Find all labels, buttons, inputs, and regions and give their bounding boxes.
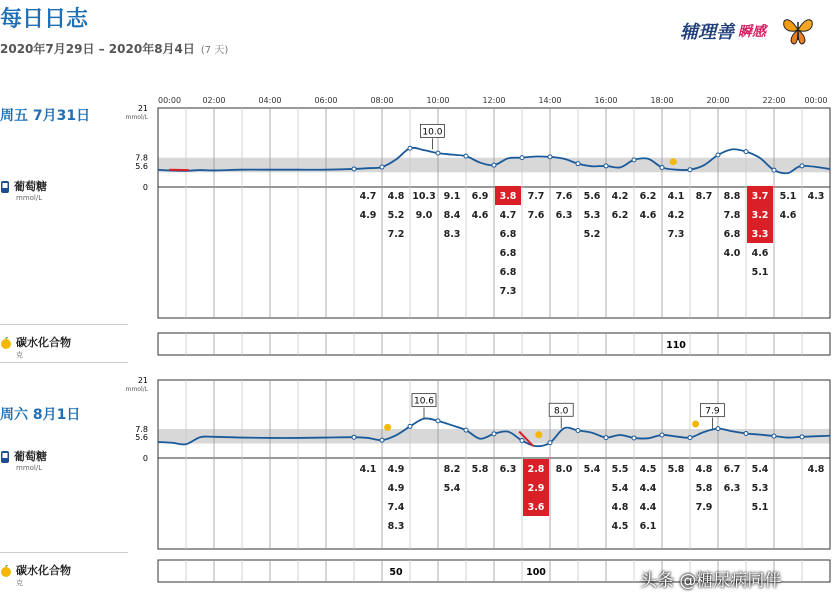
glucose-chart-2 (126, 376, 830, 549)
reading-value: 8.3 (387, 521, 405, 532)
scan-point (604, 436, 608, 440)
reading-value: 7.4 (387, 502, 405, 513)
scan-point (492, 432, 496, 436)
carb-value: 110 (666, 340, 686, 351)
reading-value: 4.6 (471, 210, 489, 221)
y-tick-label: 21 (137, 104, 148, 113)
glucose-label-text-1: 葡萄糖 (14, 180, 47, 193)
reading-value: 6.2 (639, 191, 657, 202)
carb-value: 100 (526, 567, 546, 578)
day-label-1: 周五 7月31日 (0, 108, 91, 124)
day-label-2: 周六 8月1日 (0, 407, 81, 423)
scan-point (548, 155, 552, 159)
y-axis-unit: mmol/L (125, 114, 148, 121)
reading-value: 4.9 (387, 464, 405, 475)
reading-value: 7.3 (667, 229, 685, 240)
reading-value: 2.8 (527, 464, 545, 475)
reading-value: 6.3 (499, 464, 517, 475)
y-axis-unit: mmol/L (125, 386, 148, 393)
reading-value: 6.8 (499, 229, 517, 240)
reading-value: 5.5 (611, 464, 629, 475)
reading-value: 3.6 (527, 502, 545, 513)
x-tick-label: 00:00 (158, 96, 182, 105)
reading-value: 6.3 (723, 483, 741, 494)
reading-value: 4.1 (359, 464, 377, 475)
brand-name-primary: 辅理善 (680, 22, 734, 43)
scan-point (408, 146, 412, 150)
reading-value: 8.0 (555, 464, 573, 475)
scan-point (352, 167, 356, 171)
x-tick-label: 22:00 (762, 96, 786, 105)
reading-value: 5.1 (751, 267, 769, 278)
carbs-label-text-1: 碳水化合物 (16, 336, 71, 349)
watermark: 头条 @糖尿病同伴 (640, 571, 782, 591)
carbs-label-text-2: 碳水化合物 (16, 564, 71, 577)
reading-value: 8.2 (443, 464, 461, 475)
reading-value: 5.1 (751, 502, 769, 513)
scan-point (520, 439, 524, 443)
reading-value: 8.4 (443, 210, 461, 221)
scan-point (772, 434, 776, 438)
x-tick-label: 00:00 (804, 96, 828, 105)
reading-value: 6.7 (723, 464, 741, 475)
reading-value: 4.5 (639, 464, 657, 475)
scan-point (436, 419, 440, 423)
scan-point (632, 158, 636, 162)
y-tick-label: 0 (142, 183, 148, 192)
carbs-unit-2: 克 (16, 579, 23, 587)
carbs-unit-1: 克 (16, 351, 23, 359)
scan-point (772, 168, 776, 172)
y-tick-label: 7.8 (135, 425, 148, 435)
day-count: (7 天) (200, 45, 229, 56)
scan-point (800, 435, 804, 439)
reading-value: 7.7 (527, 191, 545, 202)
scan-point (492, 163, 496, 167)
reading-value: 5.4 (583, 464, 601, 475)
y-tick-label: 0 (142, 454, 148, 463)
reading-value: 5.1 (779, 191, 797, 202)
peak-flag-value: 8.0 (554, 406, 569, 417)
reading-value: 5.2 (583, 229, 601, 240)
reading-value: 6.3 (555, 210, 573, 221)
carb-value: 50 (389, 567, 403, 578)
reading-value: 6.8 (499, 248, 517, 259)
glucose-label-text-2: 葡萄糖 (14, 450, 47, 463)
scan-point (688, 436, 692, 440)
reading-value: 6.2 (611, 210, 629, 221)
reading-value: 4.3 (807, 191, 825, 202)
glucose-unit-1: mmol/L (16, 194, 43, 202)
reading-value: 5.3 (751, 483, 769, 494)
x-tick-label: 16:00 (594, 96, 618, 105)
scan-point (408, 424, 412, 428)
reading-value: 10.3 (412, 191, 436, 202)
x-tick-label: 06:00 (314, 96, 338, 105)
x-tick-label: 08:00 (370, 96, 394, 105)
reading-value: 7.2 (387, 229, 405, 240)
reading-value: 5.3 (583, 210, 601, 221)
reading-value: 5.6 (583, 191, 601, 202)
x-tick-label: 20:00 (706, 96, 730, 105)
reading-value: 3.2 (751, 210, 769, 221)
x-tick-label: 18:00 (650, 96, 674, 105)
reading-value: 3.8 (499, 191, 517, 202)
scan-point (716, 153, 720, 157)
y-tick-label: 21 (137, 376, 148, 385)
reading-value: 5.2 (387, 210, 405, 221)
reading-value: 4.4 (639, 502, 657, 513)
scan-point (632, 436, 636, 440)
reading-value: 2.9 (527, 483, 545, 494)
scan-point (520, 156, 524, 160)
x-tick-label: 02:00 (202, 96, 226, 105)
reading-value: 8.3 (443, 229, 461, 240)
reading-value: 4.1 (667, 191, 685, 202)
reading-value: 4.7 (359, 191, 377, 202)
peak-flag-value: 10.0 (422, 127, 443, 138)
scan-point (576, 162, 580, 166)
reading-value: 4.8 (695, 464, 713, 475)
scan-point (744, 150, 748, 154)
scan-point (604, 164, 608, 168)
reading-value: 5.4 (611, 483, 629, 494)
scan-point (716, 427, 720, 431)
date-range-text: 2020年7月29日 – 2020年8月4日 (0, 42, 195, 56)
page-title: 每日日志 (0, 7, 89, 32)
scan-point (464, 428, 468, 432)
reading-value: 7.8 (723, 210, 741, 221)
reading-value: 4.4 (639, 483, 657, 494)
reading-value: 4.9 (359, 210, 377, 221)
reading-value: 4.8 (387, 191, 405, 202)
reading-value: 4.5 (611, 521, 629, 532)
reading-value: 8.8 (723, 191, 741, 202)
peak-flag-value: 10.6 (413, 396, 435, 407)
scan-point (464, 154, 468, 158)
reading-value: 4.8 (611, 502, 629, 513)
x-tick-label: 04:00 (258, 96, 282, 105)
reading-value: 6.9 (471, 191, 489, 202)
x-tick-label: 14:00 (538, 96, 562, 105)
scan-point (660, 433, 664, 437)
reading-value: 5.4 (443, 483, 461, 494)
reading-value: 4.2 (667, 210, 685, 221)
reading-value: 4.9 (387, 483, 405, 494)
meal-marker-icon (535, 431, 542, 438)
x-tick-label: 12:00 (482, 96, 506, 105)
reading-value: 9.1 (443, 191, 461, 202)
glucose-chart-1 (126, 96, 830, 318)
scan-point (380, 438, 384, 442)
reading-value: 4.6 (639, 210, 657, 221)
y-tick-label: 5.6 (135, 161, 148, 171)
reading-value: 6.1 (639, 521, 657, 532)
glucose-unit-2: mmol/L (16, 464, 43, 472)
reading-value: 5.8 (667, 464, 685, 475)
reading-value: 7.6 (527, 210, 545, 221)
reading-value: 4.6 (779, 210, 797, 221)
reading-value: 8.7 (695, 191, 713, 202)
reading-value: 9.0 (415, 210, 433, 221)
reading-value: 7.9 (695, 502, 713, 513)
reading-value: 5.8 (471, 464, 489, 475)
scan-point (660, 165, 664, 169)
reading-value: 4.7 (499, 210, 517, 221)
reading-value: 4.0 (723, 248, 741, 259)
y-tick-label: 5.6 (135, 433, 148, 443)
y-tick-label: 7.8 (135, 153, 148, 163)
reading-value: 5.8 (695, 483, 713, 494)
scan-point (576, 429, 580, 433)
scan-point (436, 151, 440, 155)
reading-value: 7.3 (499, 286, 517, 297)
reading-value: 4.8 (807, 464, 825, 475)
scan-point (548, 441, 552, 445)
scan-point (352, 435, 356, 439)
reading-value: 6.8 (499, 267, 517, 278)
reading-value: 5.4 (751, 464, 769, 475)
reading-value: 7.6 (555, 191, 573, 202)
reading-value: 6.8 (723, 229, 741, 240)
scan-point (380, 165, 384, 169)
reading-value: 3.7 (751, 191, 769, 202)
reading-value: 3.3 (751, 229, 769, 240)
scan-point (800, 164, 804, 168)
carbs-row-1 (158, 333, 830, 355)
x-tick-label: 10:00 (426, 96, 450, 105)
scan-point (688, 168, 692, 172)
meal-marker-icon (692, 421, 699, 428)
peak-flag-value: 7.9 (705, 406, 720, 417)
brand-name-secondary: 瞬感 (738, 24, 766, 40)
reading-value: 4.2 (611, 191, 629, 202)
meal-marker-icon (384, 424, 391, 431)
meal-marker-icon (670, 158, 677, 165)
reading-value: 4.6 (751, 248, 769, 259)
scan-point (744, 431, 748, 435)
